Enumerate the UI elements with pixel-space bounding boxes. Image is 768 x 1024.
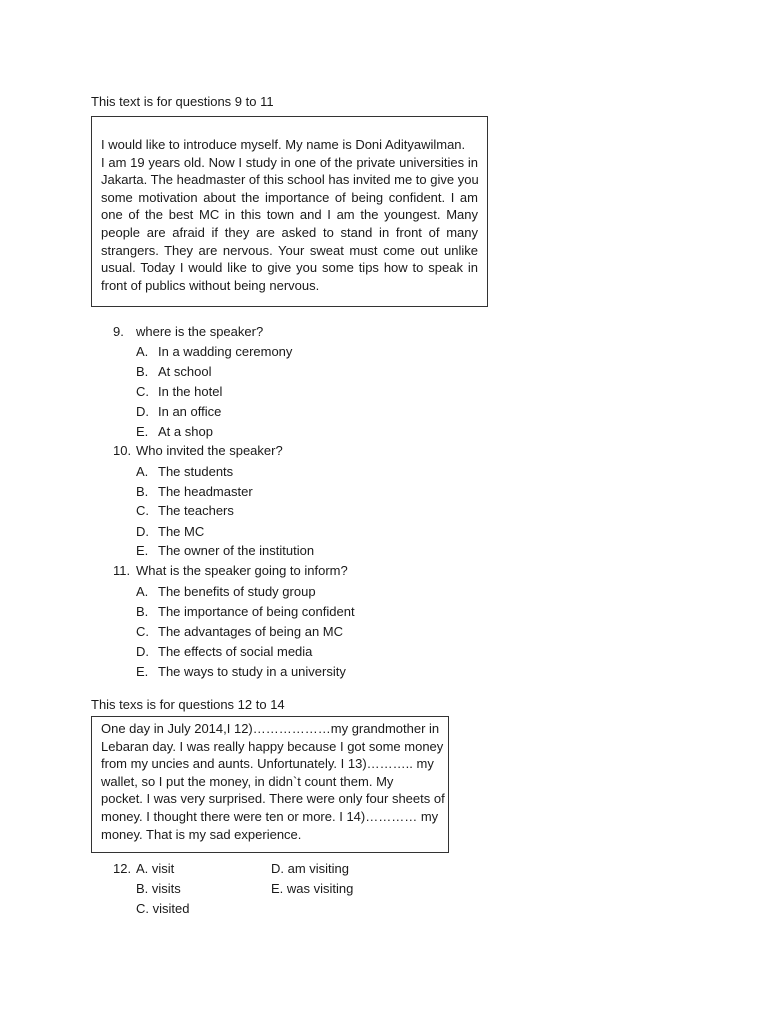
passage1-line: one of the best MC in this town and I am the youngest. Many (101, 207, 478, 223)
q9-option-text: In the hotel (158, 384, 223, 399)
q12-option-c: C. visited (136, 901, 190, 916)
q10-option-text: The MC (158, 524, 205, 539)
passage1-line: I would like to introduce myself. My name is Doni Adityawilman. (101, 137, 466, 152)
question-10-text: Who invited the speaker? (136, 443, 283, 458)
q9-option-text: At a shop (158, 424, 213, 439)
q9-option-letter: A. (136, 344, 149, 359)
q9-option-letter: C. (136, 384, 149, 399)
q11-option-text: The effects of social media (158, 644, 313, 659)
q10-option-text: The owner of the institution (158, 543, 315, 558)
q10-option-text: The students (158, 464, 234, 479)
q11-option-letter: E. (136, 664, 149, 679)
q9-option-text: At school (158, 364, 212, 379)
q9-option-letter: D. (136, 404, 149, 419)
q10-option-letter: B. (136, 484, 149, 499)
q10-option-letter: E. (136, 543, 149, 558)
q9-option-text: In a wadding ceremony (158, 344, 293, 359)
q11-option-text: The benefits of study group (158, 584, 316, 599)
question-11-number: 11. (113, 563, 131, 578)
passage-box-1 (91, 116, 488, 307)
passage2-line: money. I thought there were ten or more. I 14)………… my (101, 808, 439, 824)
q12-option-d: D. am visiting (271, 861, 350, 876)
passage2-line: wallet, so I put the money, in didn`t count them. My (101, 773, 394, 789)
passage2-line: money. That is my sad experience. (101, 826, 302, 842)
question-12-number: 12. (113, 861, 132, 876)
q10-option-letter: C. (136, 503, 149, 518)
q11-option-letter: A. (136, 584, 149, 599)
q10-option-text: The teachers (158, 503, 234, 518)
passage1-line: strangers. They are nervous. Your sweat must come out unlike (101, 242, 478, 258)
q9-option-letter: E. (136, 424, 149, 439)
q12-option-e: E. was visiting (271, 881, 354, 896)
section1-heading: This text is for questions 9 to 11 (91, 94, 274, 109)
question-10-number: 10. (113, 443, 132, 458)
q12-option-a: A. visit (136, 861, 175, 876)
q11-option-letter: C. (136, 624, 149, 639)
q11-option-letter: D. (136, 644, 149, 659)
q12-option-b: B. visits (136, 881, 181, 896)
passage1-line: usual. Today I would like to give you some tips how to speak in (101, 260, 478, 276)
passage1-line: some motivation about the importance of being confident. I am (101, 189, 478, 205)
passage2-line: Lebaran day. I was really happy because I got some money (101, 738, 444, 754)
passage1-line: I am 19 years old. Now I study in one of the private universities in (101, 154, 478, 170)
section2-heading: This texs is for questions 12 to 14 (91, 697, 285, 712)
passage1-line: people are afraid if they are asked to stand in front of many (101, 224, 478, 240)
q10-option-letter: D. (136, 524, 149, 539)
question-9-text: where is the speaker? (136, 324, 264, 339)
q10-option-letter: A. (136, 464, 149, 479)
question-11-text: What is the speaker going to inform? (136, 563, 348, 578)
q11-option-text: The importance of being confident (158, 604, 355, 619)
passage-box-2 (91, 716, 449, 853)
q11-option-text: The ways to study in a university (158, 664, 346, 679)
question-9-number: 9. (113, 324, 124, 339)
q9-option-text: In an office (158, 404, 222, 419)
passage2-line: pocket. I was very surprised. There were only four sheets of (101, 791, 445, 807)
passage2-line: from my uncies and aunts. Unfortunately. I 13)……….. my (101, 756, 434, 772)
q11-option-letter: B. (136, 604, 149, 619)
passage1-line: Jakarta. The headmaster of this school has invited me to give you (101, 172, 479, 188)
passage2-line: One day in July 2014,I 12)………………my grandmother in (101, 721, 440, 736)
passage1-line: front of publics without being nervous. (101, 277, 320, 293)
q9-option-letter: B. (136, 364, 149, 379)
q11-option-text: The advantages of being an MC (158, 624, 344, 639)
q10-option-text: The headmaster (158, 484, 253, 499)
